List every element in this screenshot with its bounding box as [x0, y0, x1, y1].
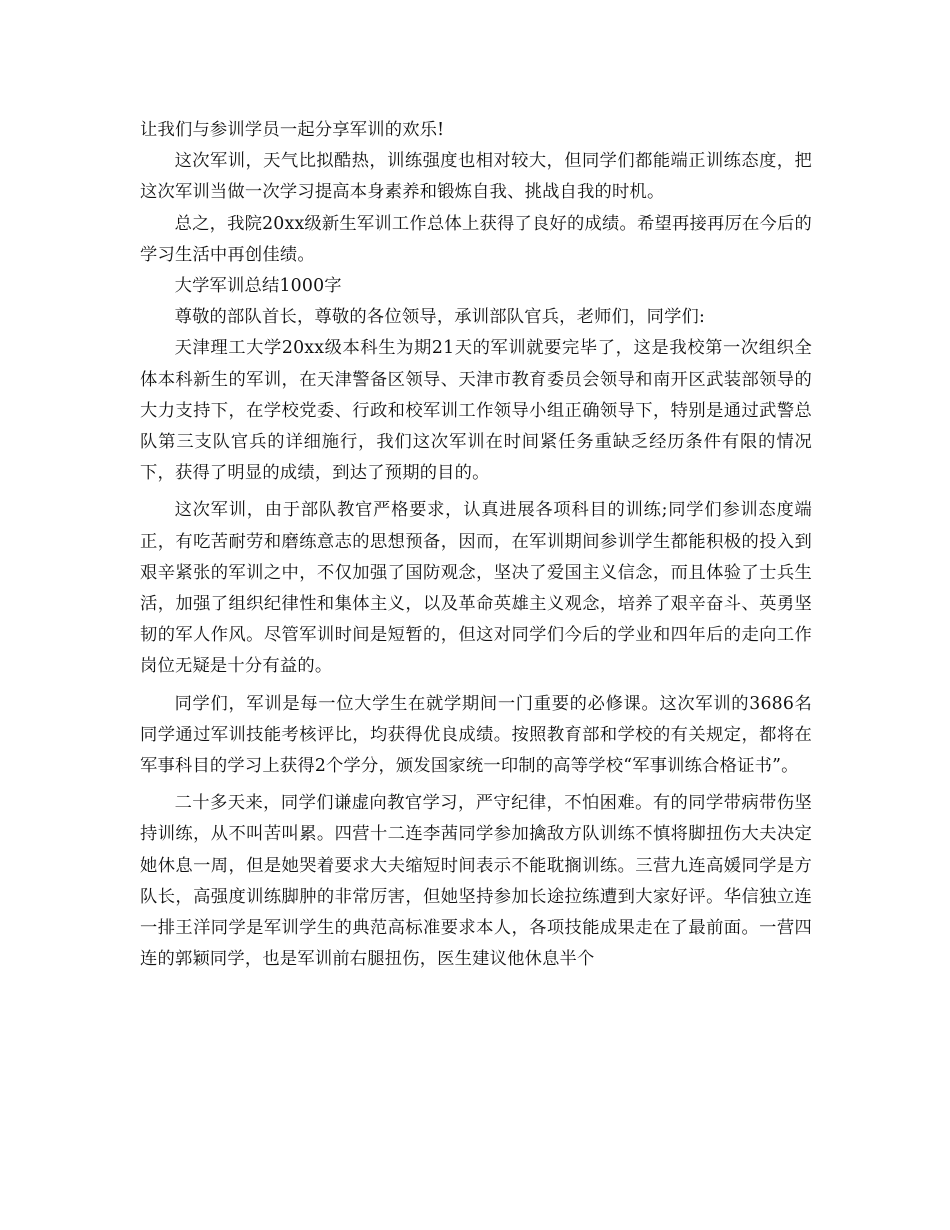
salutation: 尊敬的部队首长，尊敬的各位领导，承训部队官兵，老师们，同学们:: [174, 307, 706, 328]
paragraph-8: 同学们，军训是每一位大学生在就学期间一门重要的必修课。这次军训的3686名同学通过军训技能考核评比，均获得优良成绩。按照教育部和学校的有关规定，都将在军事科目的学习上获得2个学分，颁发国家统一印制的高等学校“军事训练合格证书”。: [140, 693, 812, 777]
document-body: [140, 115, 812, 975]
paragraph-7: 这次军训，由于部队教官严格要求，认真进展各项科目的训练;同学们参训态度端正，有吃苦耐劳和磨练意志的思想预备，因而，在军训期间参训学生都能积极的投入到艰辛紧张的军训之中，不仅加强了国防观念，坚决了爱国主义信念，而且体验了士兵生活，加强了组织纪律性和集体主义，以及革命英雄主义观念，培养了艰辛奋斗、英勇坚韧的军人作风。尽管军训时间是短暂的，但这对同学们今后的学业和四年后的走向工作岗位无疑是十分有益的。: [140, 500, 812, 677]
paragraph-3: 总之，我院20xx级新生军训工作总体上获得了良好的成绩。希望再接再厉在今后的学习生活中再创佳绩。: [140, 213, 812, 265]
paragraph-2: 这次军训，天气比拟酷热，训练强度也相对较大，但同学们都能端正训练态度，把这次军训当做一次学习提高本身素养和锻炼自我、挑战自我的时机。: [140, 151, 812, 203]
paragraph-1: 让我们与参训学员一起分享军训的欢乐!: [140, 120, 445, 140]
section-heading: 大学军训总结1000字: [174, 276, 342, 297]
paragraph-9: 二十多天来，同学们谦虚向教官学习，严守纪律，不怕困难。有的同学带病带伤坚持训练，从不叫苦叫累。四营十二连李茜同学参加擒敌方队训练不慎将脚扭伤大夫决定她休息一周，但是她哭着要求大夫缩短时间表示不能耽搁训练。三营九连高媛同学是方队长，高强度训练脚肿的非常厉害，但她坚持参加长途拉练遭到大家好评。华信独立连一排王洋同学是军训学生的典范高标准要求本人，各项技能成果走在了最前面。一营四连的郭颖同学，也是军训前右腿扭伤，医生建议他休息半个: [140, 793, 812, 970]
paragraph-6: 天津理工大学20xx级本科生为期21天的军训就要完毕了，这是我校第一次组织全体本科新生的军训，在天津警备区领导、天津市教育委员会领导和南开区武装部领导的大力支持下，在学校党委、行政和校军训工作领导小组正确领导下，特别是通过武警总队第三支队官兵的详细施行，我们这次军训在时间紧任务重缺乏经历条件有限的情况下，获得了明显的成绩，到达了预期的目的。: [140, 338, 812, 484]
